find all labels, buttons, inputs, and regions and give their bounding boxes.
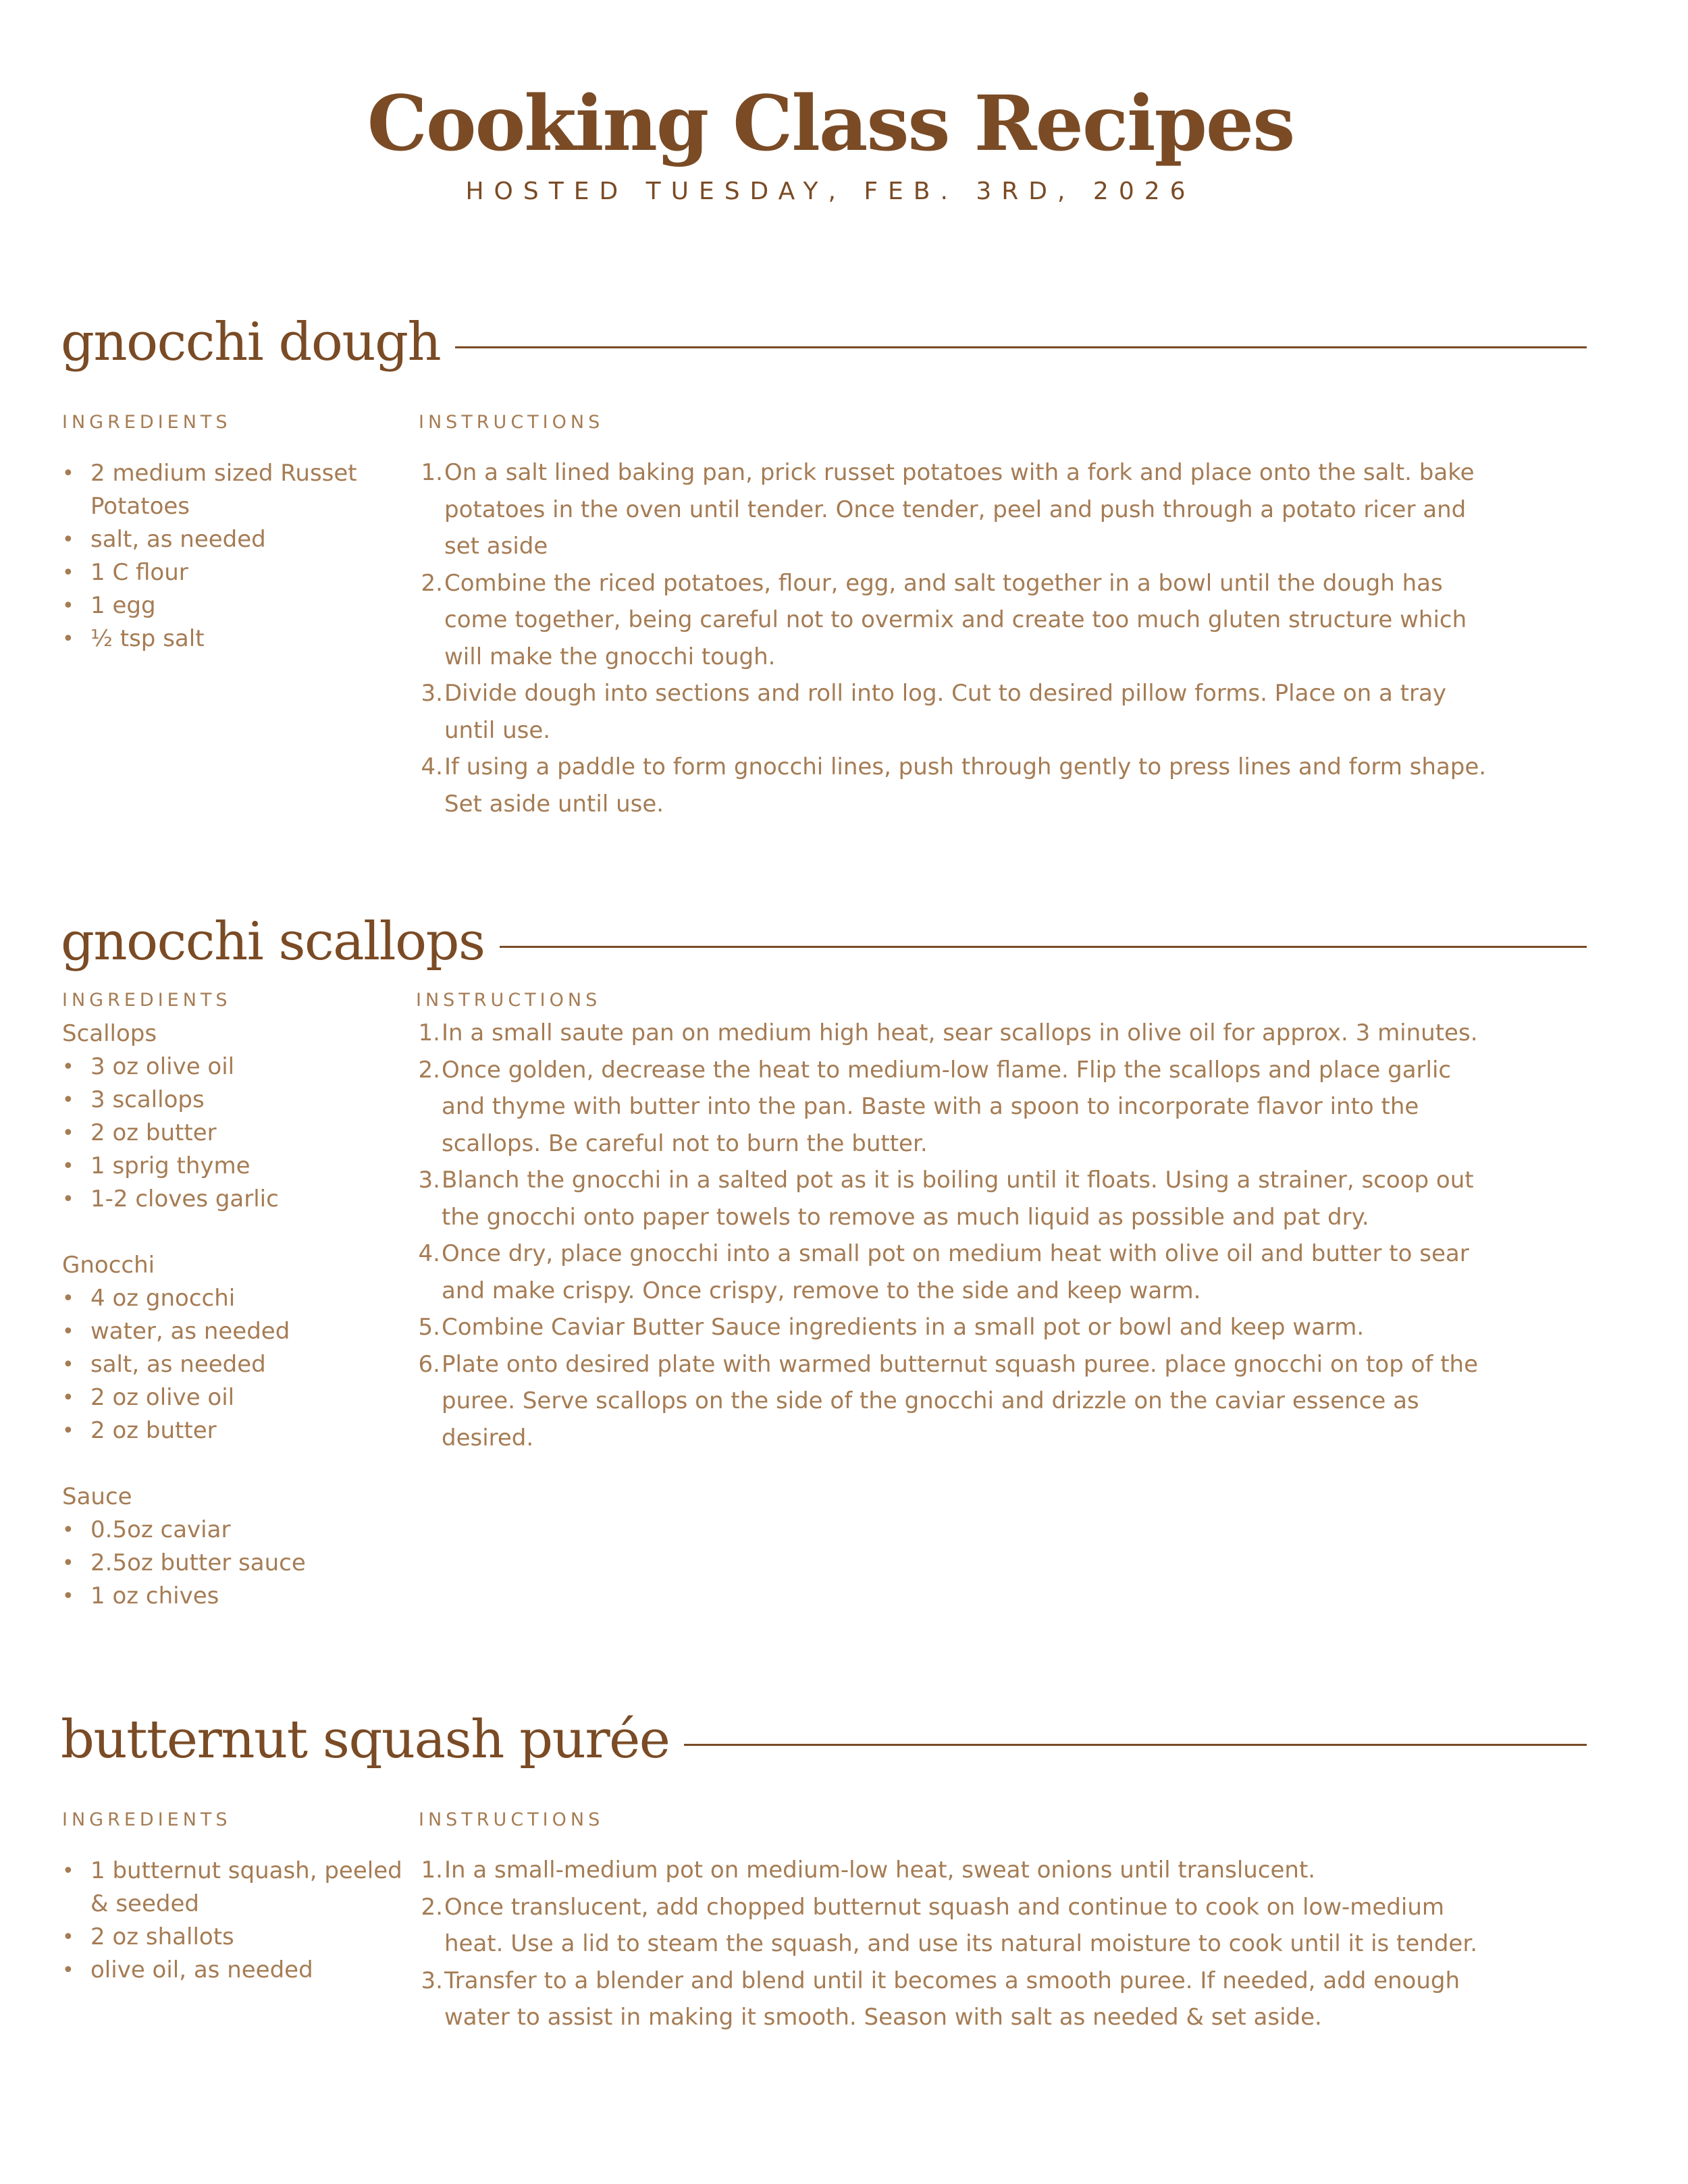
instructions-column (419, 1811, 1499, 2036)
ingredient-list (62, 1282, 413, 1447)
instruction-step (419, 565, 1499, 676)
step-number: 3. (421, 1967, 443, 1994)
page-header (0, 80, 1661, 205)
title-divider (455, 346, 1587, 348)
instruction-step (419, 1889, 1499, 1963)
step-number: 5. (418, 1314, 440, 1341)
title-divider (500, 946, 1587, 948)
step-number: 4. (418, 1240, 440, 1267)
step-text: Combine Caviar Butter Sauce ingredients in a small pot or bowl and keep warm. (442, 1314, 1365, 1341)
ingredient-item: • 1 sprig thyme (62, 1150, 413, 1183)
step-text: Once translucent, add chopped butternut squash and continue to cook on low-medium heat. Use a lid to steam the squash, and use its natural moisture to cook until it is tender. (444, 1893, 1478, 1957)
ingredient-item: • ½ tsp salt (62, 622, 413, 656)
ingredients-label: INGREDIENTS (62, 1809, 232, 1830)
ingredient-item: • salt, as needed (62, 1348, 413, 1381)
instruction-step (419, 1963, 1499, 2036)
instructions-column (419, 413, 1499, 822)
recipe-title: butternut squash purée (61, 1709, 670, 1770)
recipe-title: gnocchi scallops (61, 911, 485, 972)
step-text: On a salt lined baking pan, prick russet potatoes with a fork and place onto the salt. bake potatoes in the oven until tender. Once tender, peel and push through a potato ricer and set aside (444, 459, 1475, 560)
ingredient-group (62, 457, 413, 656)
step-text: Blanch the gnocchi in a salted pot as it is boiling until it floats. Using a strainer, scoop out the gnocchi onto paper towels to remove as much liquid as possible and pat dry. (442, 1167, 1474, 1231)
instruction-list (419, 1852, 1499, 2036)
ingredient-list (62, 1855, 413, 1987)
step-number: 6. (418, 1350, 440, 1378)
step-number: 1. (421, 1857, 443, 1884)
page-title: Cooking Class Recipes (367, 80, 1294, 168)
title-divider (684, 1744, 1587, 1746)
instruction-list (416, 1015, 1496, 1456)
step-text: Once golden, decrease the heat to medium-low flame. Flip the scallops and place garlic and thyme with butter into the pan. Baste with a spoon to incorporate flavor into the scallops. Be careful not to burn the butter. (442, 1056, 1452, 1157)
step-number: 3. (418, 1167, 440, 1194)
instruction-step (416, 1052, 1496, 1163)
ingredient-item: • 2 medium sized Russet Potatoes (62, 457, 413, 523)
instruction-step (419, 675, 1499, 749)
ingredient-item: • 1-2 cloves garlic (62, 1183, 413, 1216)
ingredient-item: • 0.5oz caviar (62, 1514, 413, 1547)
ingredient-list (62, 457, 413, 656)
step-number: 2. (421, 1893, 443, 1921)
recipe-gnocchi-scallops (61, 905, 1587, 1609)
page-subtitle: HOSTED TUESDAY, FEB. 3RD, 2026 (465, 178, 1196, 205)
instruction-step (416, 1162, 1496, 1235)
ingredient-item: • water, as needed (62, 1315, 413, 1348)
ingredient-item: • salt, as needed (62, 523, 413, 556)
ingredient-item: • 2 oz olive oil (62, 1381, 413, 1414)
step-text: If using a paddle to form gnocchi lines, push through gently to press lines and form shape. Set aside until use. (444, 753, 1487, 818)
ingredient-item: • 1 C flour (62, 556, 413, 589)
ingredient-item: • 2 oz butter (62, 1117, 413, 1150)
ingredient-group (62, 1017, 413, 1216)
instruction-step (419, 749, 1499, 822)
recipe-butternut-squash-puree (61, 1703, 1587, 2031)
instructions-label: INSTRUCTIONS (419, 412, 604, 433)
ingredient-group (62, 1249, 413, 1447)
recipe-heading (61, 1703, 1587, 1777)
instruction-step (416, 1309, 1496, 1346)
step-text: Divide dough into sections and roll into log. Cut to desired pillow forms. Place on a tray until use. (444, 680, 1446, 744)
ingredients-column (62, 1811, 413, 1987)
ingredient-item: • 3 scallops (62, 1084, 413, 1117)
step-text: Transfer to a blender and blend until it becomes a smooth puree. If needed, add enough water to assist in making it smooth. Season with salt as needed & set aside. (444, 1967, 1460, 2031)
ingredient-item: • 4 oz gnocchi (62, 1282, 413, 1315)
step-number: 3. (421, 680, 443, 707)
recipe-gnocchi-dough (61, 305, 1587, 818)
recipe-title: gnocchi dough (61, 312, 441, 373)
instruction-step (419, 1852, 1499, 1889)
step-number: 1. (421, 459, 443, 486)
instructions-label: INSTRUCTIONS (419, 1809, 604, 1830)
step-number: 2. (421, 569, 443, 597)
ingredients-label: INGREDIENTS (62, 412, 232, 433)
step-text: Plate onto desired plate with warmed butternut squash puree. place gnocchi on top of the puree. Serve scallops on the side of the gnocchi and drizzle on the caviar essence as desired. (442, 1350, 1478, 1451)
ingredient-group-title: Scallops (62, 1020, 157, 1047)
ingredient-item: • 1 egg (62, 589, 413, 622)
ingredient-item: • 2 oz butter (62, 1414, 413, 1447)
ingredient-list (62, 1514, 413, 1613)
recipe-heading (61, 905, 1587, 979)
step-text: Combine the riced potatoes, flour, egg, and salt together in a bowl until the dough has come together, being careful not to overmix and create too much gluten structure which will make the gnocchi tough. (444, 569, 1467, 670)
ingredients-label: INGREDIENTS (62, 990, 232, 1011)
instructions-label: INSTRUCTIONS (416, 990, 602, 1011)
step-text: In a small saute pan on medium high heat, sear scallops in olive oil for approx. 3 minutes. (442, 1019, 1478, 1046)
ingredient-item: • 2 oz shallots (62, 1921, 413, 1954)
instruction-step (416, 1346, 1496, 1457)
ingredient-item: • 2.5oz butter sauce (62, 1547, 413, 1580)
step-text: Once dry, place gnocchi into a small pot on medium heat with olive oil and butter to sear and make crispy. Once crispy, remove to the side and keep warm. (442, 1240, 1469, 1304)
ingredient-group (62, 1481, 413, 1613)
instruction-list (419, 454, 1499, 822)
instruction-step (416, 1235, 1496, 1309)
ingredient-item: • 3 oz olive oil (62, 1050, 413, 1084)
instructions-column (416, 991, 1496, 1456)
ingredients-column (62, 991, 413, 1613)
ingredient-item: • olive oil, as needed (62, 1954, 413, 1987)
step-number: 4. (421, 753, 443, 780)
step-number: 2. (418, 1056, 440, 1084)
ingredient-group-title: Sauce (62, 1483, 132, 1510)
instruction-step (419, 454, 1499, 565)
recipe-heading (61, 305, 1587, 379)
ingredient-group-title: Gnocchi (62, 1252, 155, 1279)
instruction-step (416, 1015, 1496, 1052)
ingredient-group (62, 1855, 413, 1987)
ingredient-list (62, 1050, 413, 1216)
ingredients-column (62, 413, 413, 656)
ingredient-item: • 1 oz chives (62, 1580, 413, 1613)
step-number: 1. (418, 1019, 440, 1046)
step-text: In a small-medium pot on medium-low heat, sweat onions until translucent. (444, 1857, 1316, 1884)
ingredient-item: • 1 butternut squash, peeled & seeded (62, 1855, 413, 1921)
